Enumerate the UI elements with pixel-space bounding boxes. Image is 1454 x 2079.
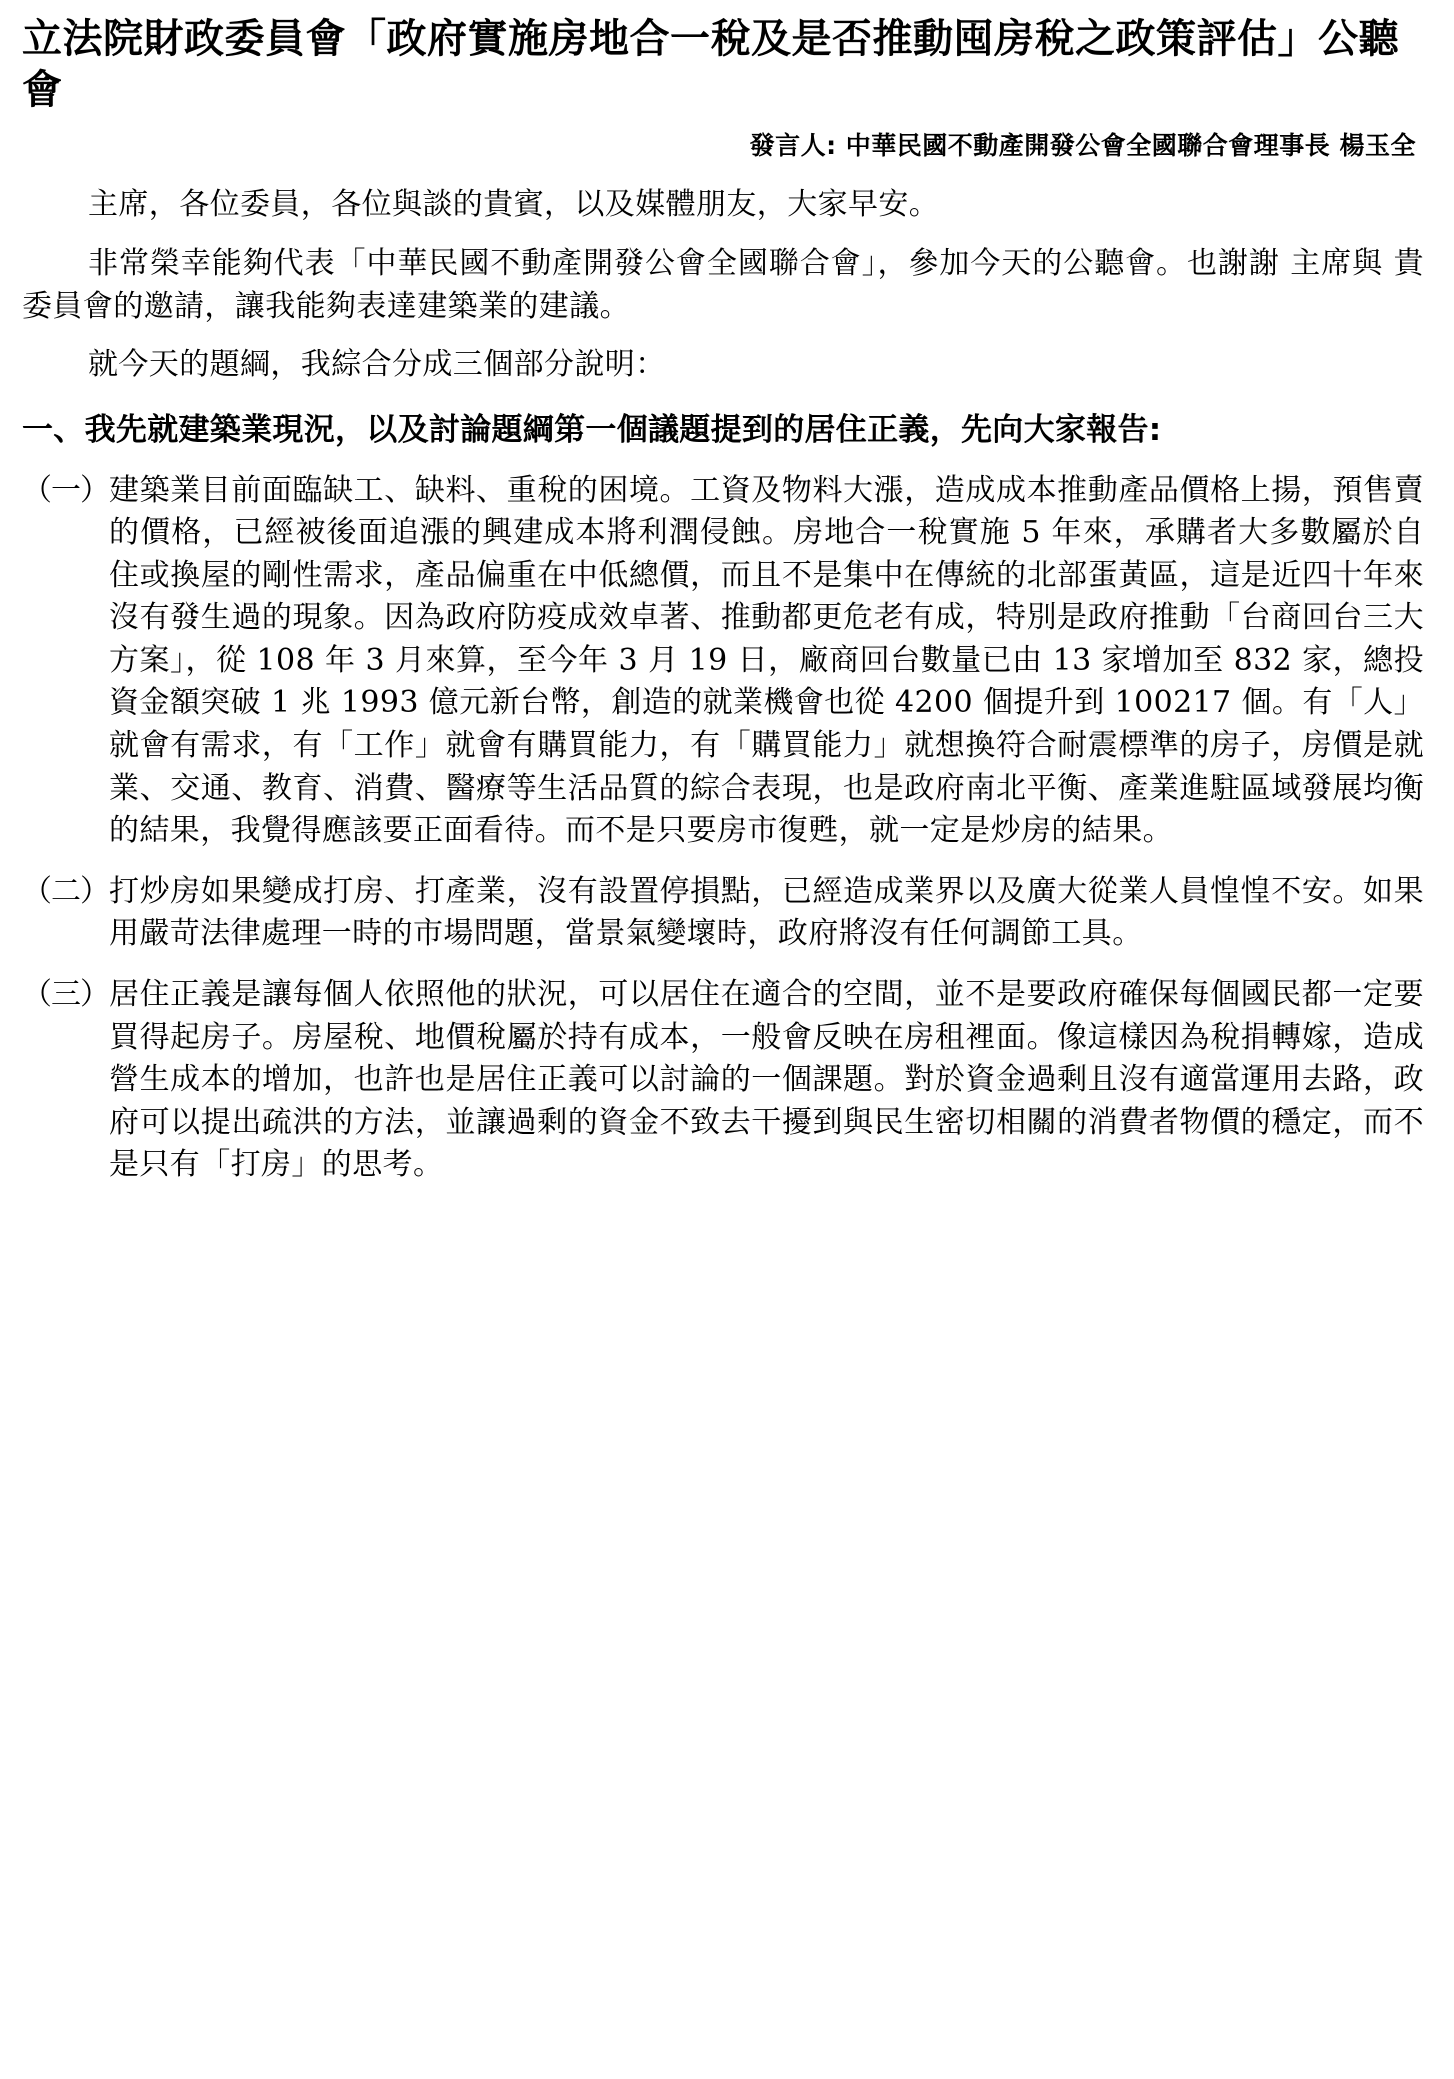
list-item-text: 建築業目前面臨缺工、缺料、重稅的困境。工資及物料大漲，造成成本推動產品價格上揚，預售賣的價格，已經被後面追漲的興建成本將利潤侵蝕。房地合一稅實施 5 年來，承購者大多數屬於自住或換屋的剛性需求，產品偏重在中低總價，而且不是集中在傳統的北部蛋黃區，這是近四十年來沒有發生過的現象。因為政府防疫成效卓著、推動都更危老有成，特別是政府推動「台商回台三大方案」，從 108 年 3 月來算，至今年 3 月 19 日，廠商回台數量已由 13 家增加至 832 家，總投資金額突破 1 兆 1993 億元新台幣，創造的就業機會也從 4200 個提升到 100217 個。有「人」就會有需求，有「工作」就會有購買能力，有「購買能力」就想換符合耐震標準的房子，房價是就業、交通、教育、消費、醫療等生活品質的綜合表現，也是政府南北平衡、產業進駐區域發展均衡的結果，我覺得應該要正面看待。而不是只要房市復甦，就一定是炒房的結果。	[109, 472, 1424, 849]
paragraph-introduction: 非常榮幸能夠代表「中華民國不動產開發公會全國聯合會」，參加今天的公聽會。也謝謝 主席與 貴委員會的邀請，讓我能夠表達建築業的建議。	[22, 245, 1424, 324]
section-heading-one	[22, 409, 1424, 452]
section-marker: 一、	[22, 411, 85, 448]
list-item-text: 居住正義是讓每個人依照他的狀況，可以居住在適合的空間，並不是要政府確保每個國民都一定要買得起房子。房屋稅、地價稅屬於持有成本，一般會反映在房租裡面。像這樣因為稅捐轉嫁，造成營生成本的增加，也許也是居住正義可以討論的一個課題。對於資金過剩且沒有適當運用去路，政府可以提出疏洪的方法，並讓過剩的資金不致去干擾到與民生密切相關的消費者物價的穩定，而不是只有「打房」的思考。	[109, 977, 1424, 1183]
speaker-line: 發言人: 中華民國不動產開發公會全國聯合會理事長 楊玉全	[749, 131, 1416, 161]
paragraph-greeting: 主席，各位委員，各位與談的貴賓，以及媒體朋友，大家早安。	[88, 187, 940, 223]
page-title: 立法院財政委員會「政府實施房地合一稅及是否推動囤房稅之政策評估」公聽會	[22, 16, 1399, 114]
list-item-number: （二）	[22, 873, 109, 909]
list-item-text: 打炒房如果變成打房、打產業，沒有設置停損點，已經造成業界以及廣大從業人員惶惶不安。如果用嚴苛法律處理一時的市場問題，當景氣變壞時，政府將沒有任何調節工具。	[109, 873, 1424, 952]
list-item	[22, 871, 1424, 956]
list-item	[22, 470, 1424, 853]
list-item	[22, 974, 1424, 1187]
paragraph-outline: 就今天的題綱，我綜合分成三個部分說明：	[88, 347, 666, 383]
list-item-number: （三）	[22, 977, 109, 1013]
section-title: 我先就建築業現況，以及討論題綱第一個議題提到的居住正義，先向大家報告:	[84, 411, 1162, 448]
list-item-number: （一）	[22, 472, 109, 508]
